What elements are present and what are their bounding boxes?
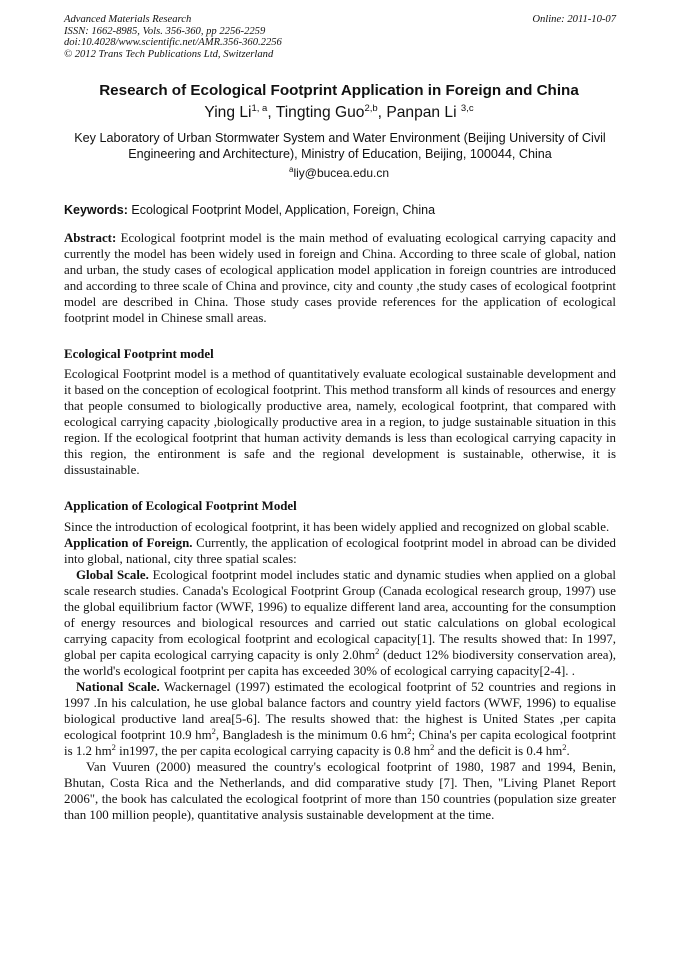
abstract bbox=[64, 230, 616, 326]
author-2: , Tingting Guo bbox=[267, 104, 365, 121]
sup-2b: 2 bbox=[407, 726, 412, 736]
section-heading-model: Ecological Footprint model bbox=[64, 347, 214, 361]
global-label: Global Scale. bbox=[76, 568, 149, 582]
sup-2d: 2 bbox=[430, 742, 435, 752]
keywords-text: Ecological Footprint Model, Application, Foreign, China bbox=[127, 203, 436, 217]
national-text-c: ; China's per capita ecological footprint is 1.2 hm bbox=[64, 728, 616, 758]
sup-2c: 2 bbox=[111, 742, 116, 752]
sup-2a: 2 bbox=[211, 726, 216, 736]
national-text-b: , Bangladesh is the minimum 0.6 hm bbox=[215, 728, 408, 742]
author-list bbox=[0, 103, 678, 123]
vanvuuren-paragraph: Van Vuuren (2000) measured the country's ecological footprint of 1980, 1987 and 1994, Benin, Bhutan, Costa Rica and the Netherlands, and did comparative study [7]. Then, "Living Planet Report 2006", the book has calculated the ecological footprint of more than 150 countries (population size greater than 100 million people), quantitative analysis sustainable development at the time. bbox=[64, 760, 616, 822]
email-address: liy@bucea.edu.cn bbox=[293, 166, 390, 180]
section-model-text: Ecological Footprint model is a method of quantitatively evaluate ecological sustainable development and it based on the conception of ecological footprint. This method transform all kinds of resources and energy that people consumed to biologically productive area, namely, ecological footprint, that compared with ecological carrying capacity ,biologically productive area in a region, to judge sustainable situation in this region. If the ecological footprint that human activity demands is less than ecological carrying capacity in this region, the entironment is safe and the regional development is sustainable, otherwise, it is dissustainable. bbox=[64, 367, 616, 477]
application-foreign bbox=[64, 535, 616, 567]
abstract-text: Ecological footprint model is the main method of evaluating ecological carrying capacity and currently the model has been widely used in foreign and China. According to three scale of global, nation and urban, the study cases of ecological application model application in foreign countries are introduced and according to three scale of China and province, city and county ,the study cases of ecological footprint model are described in China. Those study cases provide references for the application of ecological footprint model in Chinese small areas. bbox=[64, 231, 616, 325]
email-sup: a bbox=[288, 165, 294, 174]
section-model-body bbox=[64, 366, 616, 478]
national-scale-paragraph bbox=[64, 679, 616, 759]
author-1: Ying Li bbox=[204, 104, 252, 121]
application-intro: Since the introduction of ecological footprint, it has been widely applied and recognized on global scable. bbox=[64, 520, 610, 534]
email-line bbox=[0, 166, 678, 181]
keywords bbox=[64, 203, 616, 218]
journal-header bbox=[64, 14, 616, 60]
global-text-b: (deduct 12% biodiversity conservation area), the world's ecological footprint per capita has exceeded 30% of ecological carrying capacity[2-4]. . bbox=[64, 648, 616, 678]
global-sup: 2 bbox=[375, 646, 380, 656]
foreign-text: Currently, the application of ecological footprint model in abroad can be divided into global, national, city three spatial scales: bbox=[64, 536, 616, 566]
author-3-affil: 3,c bbox=[460, 103, 474, 114]
national-label: National Scale. bbox=[76, 680, 160, 694]
paper-title: Research of Ecological Footprint Application in Foreign and China bbox=[99, 82, 579, 99]
abstract-label: Abstract: bbox=[64, 231, 117, 245]
global-scale-paragraph bbox=[64, 567, 616, 679]
national-text-a: Wackernagel (1997) estimated the ecological footprint of 52 countries and regions in 1997 .In his calculation, he use global balance factors and country yield factors (WWF, 1996) to equalise biological productive land area[5-6]. The results showed that: the highest is United States ,per capita ecological footprint 10.9 hm bbox=[64, 680, 616, 742]
issn-line: ISSN: 1662-8985, Vols. 356-360, pp 2256-2259 bbox=[64, 25, 266, 37]
global-text-a: Ecological footprint model includes static and dynamic studies when applied on a global scale research studies. Canada's Ecological Footprint Group (Canada ecological research group, 1997) use the global equilibrium factor (WWF, 1996) to equalize different land area, accounting for the consumption of energy resources and biological resources and carried out static calculations on global ecological carrying capacity from ecological footprint and ecological capacity[1]. The results showed that: In 1997, global per capita ecological carrying capacity is only 2.0hm bbox=[64, 568, 616, 662]
author-3: , Panpan Li bbox=[377, 104, 461, 121]
journal-name: Advanced Materials Research bbox=[64, 14, 192, 25]
keywords-label: Keywords: bbox=[64, 203, 128, 217]
online-date: Online: 2011-10-07 bbox=[532, 14, 616, 25]
author-2-affil: 2,b bbox=[364, 103, 378, 114]
section-heading-application: Application of Ecological Footprint Model bbox=[64, 499, 297, 513]
sup-2e: 2 bbox=[562, 742, 567, 752]
author-1-affil: 1, a bbox=[251, 103, 268, 114]
national-text-e: and the deficit is 0.4 hm bbox=[434, 744, 563, 758]
national-text-f: . bbox=[566, 744, 570, 758]
copyright-line: © 2012 Trans Tech Publications Ltd, Switzerland bbox=[64, 48, 274, 60]
doi-line: doi:10.4028/www.scientific.net/AMR.356-360.2256 bbox=[64, 37, 282, 49]
affiliation: Key Laboratory of Urban Stormwater System and Water Environment (Beijing University of Civil Engineering and Architecture), Ministry of Education, Beijing, 100044, China bbox=[74, 131, 606, 161]
foreign-label: Application of Foreign. bbox=[64, 536, 193, 550]
section-application-body bbox=[64, 519, 616, 823]
national-text-d: in1997, the per capita ecological carrying capacity is 0.8 hm bbox=[115, 744, 431, 758]
